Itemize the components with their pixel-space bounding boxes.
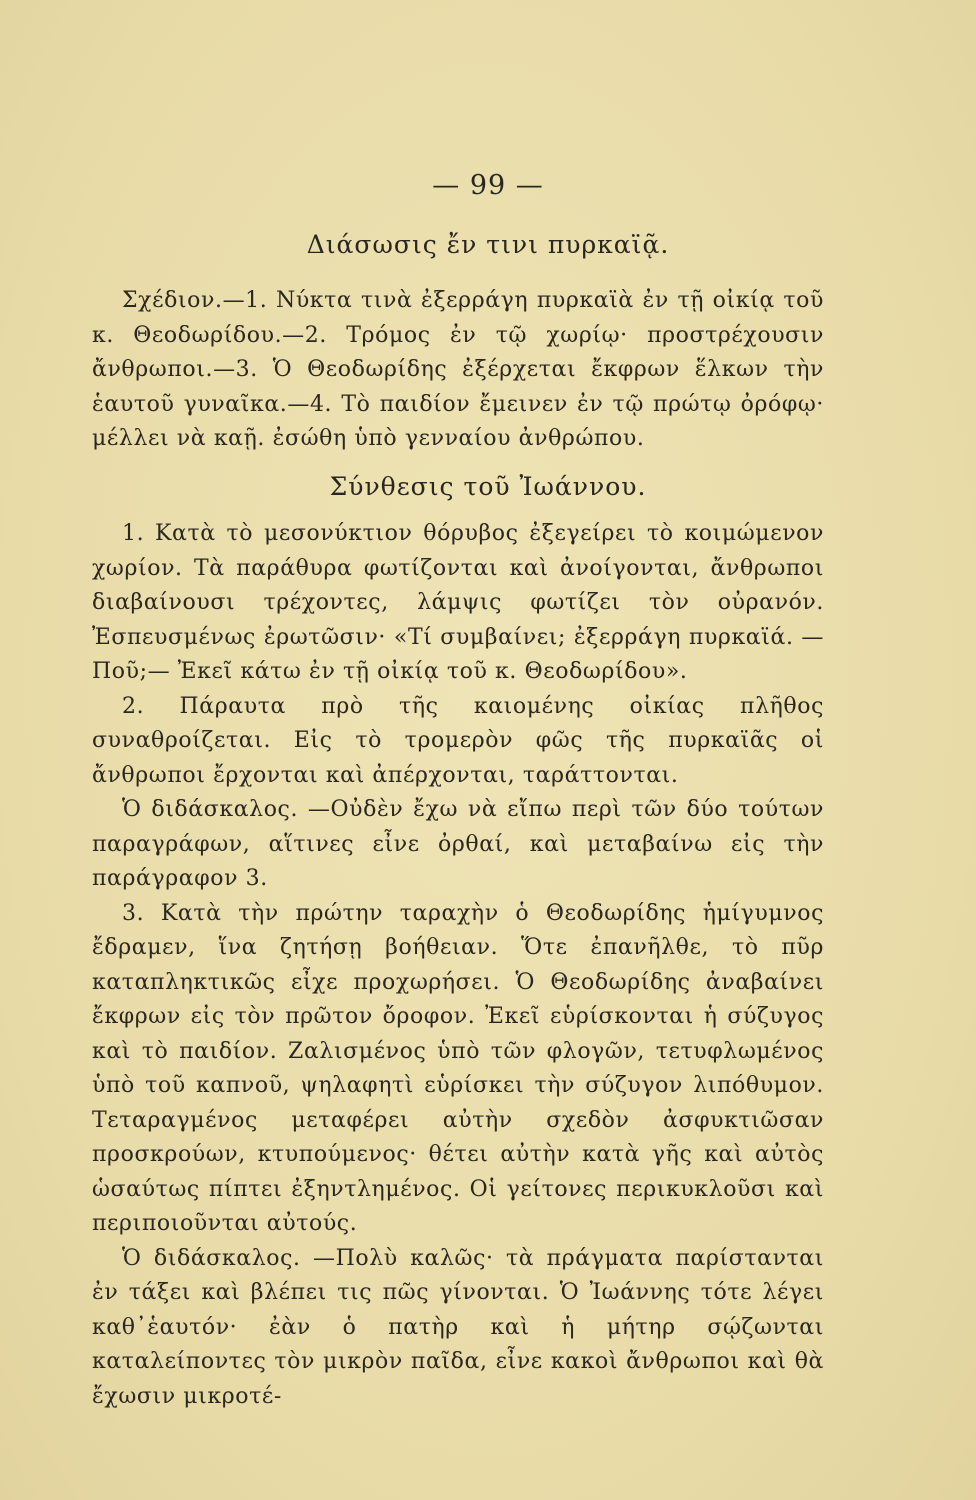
paragraph-1: 1. Κατὰ τὸ μεσονύκτιον θόρυβος ἐξεγείρει τὸ κοιμώμενον χωρίον. Τὰ παράθυρα φωτίζονται καὶ ἀνοίγονται, ἄνθρωποι διαβαίνουσι τρέχοντες, λάμψις φωτίζει τὸν οὐρανόν. Ἐσπευσμένως ἐρωτῶσιν· «Τί συμβαίνει; ἐξερράγη πυρκαϊά. —Ποῦ;— Ἐκεῖ κάτω ἐν τῇ οἰκίᾳ τοῦ κ. Θεοδωρίδου».: [92, 521, 824, 684]
teacher-comment-2: Ὁ διδάσκαλος. —Πολὺ καλῶς· τὰ πράγματα παρίστανται ἐν τάξει καὶ βλέπει τις πῶς γίνονται. Ὁ Ἰωάννης τότε λέγει καθ᾽ἑαυτόν· ἐὰν ὁ πατὴρ καὶ ἡ μήτηρ σῴζωνται καταλείποντες τὸν μικρὸν παῖδα, εἶνε κακοὶ ἄνθρωποι καὶ θὰ ἔχωσιν μικροτέ-: [92, 1245, 824, 1409]
paragraph-2: 2. Πάραυτα πρὸ τῆς καιομένης οἰκίας πλῆθος συναθροίζεται. Εἰς τὸ τρομερὸν φῶς τῆς πυρκαϊᾶς οἱ ἄνθρωποι ἔρχονται καὶ ἀπέρχονται, ταράττονται.: [92, 693, 824, 788]
chapter-title: Διάσωσις ἔν τινι πυρκαϊᾷ.: [306, 230, 670, 259]
outline-text: Σχέδιον.—1. Νύκτα τινὰ ἐξερράγη πυρκαϊὰ ἐν τῇ οἰκίᾳ τοῦ κ. Θεοδωρίδου.—2. Τρόμος ἐν τῷ χωρίῳ· προστρέχουσιν ἄνθρωποι.—3. Ὁ Θεοδωρίδης ἐξέρχεται ἔκφρων ἕλκων τὴν ἑαυτοῦ γυναῖκα.—4. Τὸ παιδίον ἔμεινεν ἐν τῷ πρώτῳ ὀρόφῳ· μέλλει νὰ καῇ. ἐσώθη ὑπὸ γενναίου ἀνθρώπου.: [92, 288, 824, 451]
paragraph-3: 3. Κατὰ τὴν πρώτην ταραχὴν ὁ Θεοδωρίδης ἡμίγυμνος ἔδραμεν, ἵνα ζητήσῃ βοήθειαν. Ὅτε ἐπανῆλθε, τὸ πῦρ καταπληκτικῶς εἶχε προχωρήσει. Ὁ Θεοδωρίδης ἀναβαίνει ἔκφρων εἰς τὸν πρῶτον ὄροφον. Ἐκεῖ εὑρίσκονται ἡ σύζυγος καὶ τὸ παιδίον. Ζαλισμένος ὑπὸ τῶν φλογῶν, τετυφλωμένος ὑπὸ τοῦ καπνοῦ, ψηλαφητὶ εὑρίσκει τὴν σύζυγον λιπόθυμον. Τεταραγμένος μεταφέρει αὐτὴν σχεδὸν ἀσφυκτιῶσαν προσκρούων, κτυπούμενος· θέτει αὐτὴν κατὰ γῆς καὶ αὐτὸς ὡσαύτως πίπτει ἐξηντλημένος. Οἱ γείτονες περικυκλοῦσι καὶ περιποιοῦνται αὐτούς.: [92, 900, 824, 1236]
teacher-comment-1: Ὁ διδάσκαλος. —Οὐδὲν ἔχω νὰ εἴπω περὶ τῶν δύο τούτων παραγράφων, αἵτινες εἶνε ὀρθαί, καὶ μεταβαίνω εἰς τὴν παράγραφον 3.: [92, 797, 824, 891]
outline-block: [92, 284, 824, 457]
page-number: — 99 —: [432, 170, 544, 201]
composition-title: Σύνθεσις τοῦ Ἰωάννου.: [329, 472, 647, 501]
composition-body: [92, 517, 824, 1414]
